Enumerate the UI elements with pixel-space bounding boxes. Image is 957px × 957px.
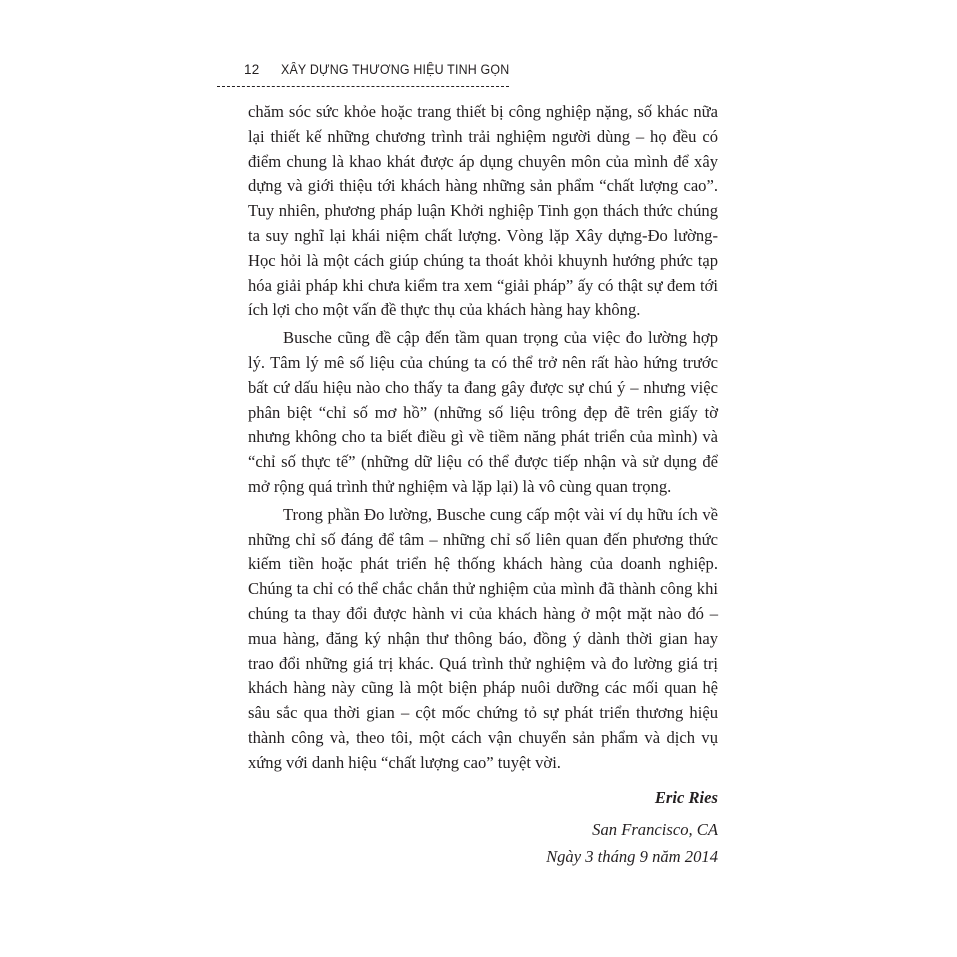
page-number: 12: [244, 62, 260, 77]
paragraph: Busche cũng đề cập đến tầm quan trọng của việc đo lường hợp lý. Tâm lý mê số liệu của chúng ta có thể trở nên rất hào hứng trước bất cứ dấu hiệu nào cho thấy ta đang gây được sự chú ý – nhưng việc phân biệt “chỉ số mơ hồ” (những số liệu trông đẹp đẽ trên giấy tờ nhưng không cho ta biết điều gì về tiềm năng phát triển của mình) và “chỉ số thực tế” (những dữ liệu có thể được tiếp nhận và sử dụng để mở rộng quá trình thử nghiệm và lặp lại) là vô cùng quan trọng.: [248, 328, 718, 496]
body-text: [248, 100, 718, 779]
paragraph-continued: chăm sóc sức khỏe hoặc trang thiết bị công nghiệp nặng, số khác nữa lại thiết kế những chương trình trải nghiệm người dùng – họ đều có điểm chung là khao khát được áp dụng chuyên môn của mình để xây dựng và giới thiệu tới khách hàng những sản phẩm “chất lượng cao”. Tuy nhiên, phương pháp luận Khởi nghiệp Tinh gọn thách thức chúng ta suy nghĩ lại khái niệm chất lượng. Vòng lặp Xây dựng-Đo lường-Học hỏi là một cách giúp chúng ta thoát khỏi khuynh hướng phức tạp hóa giải pháp khi chưa kiểm tra xem “giải pháp” ấy có thật sự đem tới ích lợi cho một vấn đề thực thụ của khách hàng hay không.: [248, 102, 718, 320]
book-title: XÂY DỰNG THƯƠNG HIỆU TINH GỌN: [281, 62, 510, 77]
signature-date: Ngày 3 tháng 9 năm 2014: [546, 847, 718, 866]
signature-block: [546, 786, 718, 870]
paragraph: Trong phần Đo lường, Busche cung cấp một vài ví dụ hữu ích về những chỉ số đáng để tâm – những chỉ số liên quan đến phương thức kiếm tiền hoặc phát triển hệ thống khách hàng của doanh nghiệp. Chúng ta chỉ có thể chắc chắn thử nghiệm của mình đã thành công khi chúng ta thay đổi được hành vi của khách hàng ở một mặt nào đó – mua hàng, đăng ký nhận thư thông báo, đồng ý dành thời gian hay trao đổi những giá trị khác. Quá trình thử nghiệm và đo lường giá trị khách hàng này cũng là một biện pháp nuôi dưỡng các mối quan hệ sâu sắc qua thời gian – cột mốc chứng tỏ sự phát triển thương hiệu thành công và, theo tôi, một cách vận chuyển sản phẩm và dịch vụ xứng với danh hiệu “chất lượng cao” tuyệt vời.: [248, 504, 718, 772]
author-name: Eric Ries: [654, 788, 718, 807]
signature-place: San Francisco, CA: [592, 820, 718, 839]
header-dashed-rule: [217, 86, 509, 87]
running-header: [244, 62, 530, 84]
